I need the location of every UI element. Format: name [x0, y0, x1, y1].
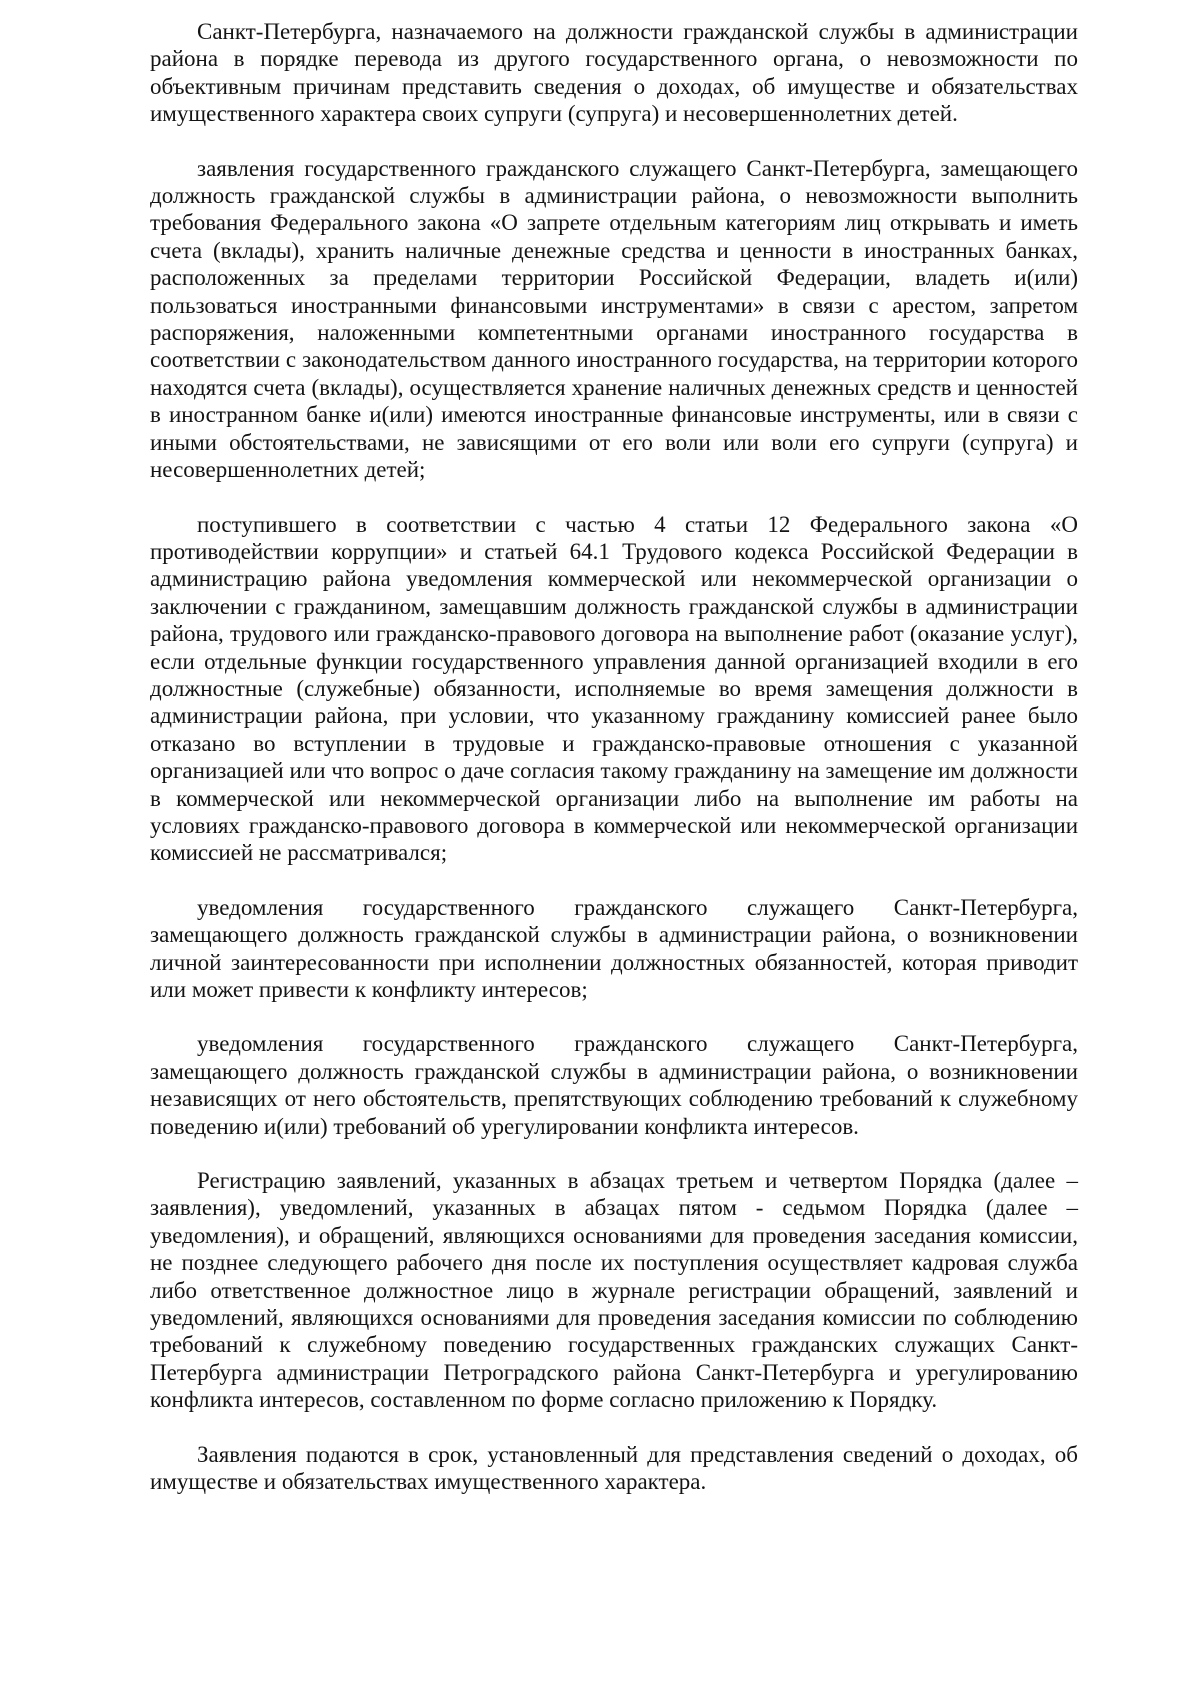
document-body — [150, 18, 1078, 1523]
paragraph-registration: Регистрацию заявлений, указанных в абзацах третьем и четвертом Порядка (далее – заявления), уведомлений, указанных в абзацах пятом - седьмом Порядка (далее – уведомления), и обращений, являющихся основаниями для проведения заседания комиссии, не позднее следующего рабочего дня после их поступления осуществляет кадровая служба либо ответственное должностное лицо в журнале регистрации обращений, заявлений и уведомлений, являющихся основаниями для проведения заседания комиссии по соблюдению требований к служебному поведению государственных гражданских служащих Санкт-Петербурга администрации Петроградского района Санкт-Петербурга и урегулированию конфликта интересов, составленном по форме согласно приложению к Порядку. — [150, 1168, 1078, 1413]
paragraph-submission-deadline: Заявления подаются в срок, установленный для представления сведений о доходах, об имуществе и обязательствах имущественного характера. — [150, 1441, 1078, 1495]
paragraph-organization-notice: поступившего в соответствии с частью 4 статьи 12 Федерального закона «О противодействии коррупции» и статьей 64.1 Трудового кодекса Российской Федерации в администрацию района уведомления коммерческой или некоммерческой организации о заключении с гражданином, замещавшим должность гражданской службы в администрации района, трудового или гражданско-правового договора на выполнение работ (оказание услуг), если отдельные функции государственного управления данной организацией входили в его должностные (служебные) обязанности, исполняемые во время замещения должности в администрации района, при условии, что указанному гражданину комиссией ранее было отказано во вступлении в трудовые и гражданско-правовые отношения с указанной организацией или что вопрос о даче согласия такому гражданину на замещение им должности в коммерческой или некоммерческой организации либо на выполнение им работы на условиях гражданско-правового договора в коммерческой или некоммерческой организации комиссией не рассматривался; — [150, 511, 1078, 866]
paragraph-continuation: Санкт-Петербурга, назначаемого на должности гражданской службы в администрации района в порядке перевода из другого государственного органа, о невозможности по объективным причинам представить сведения о доходах, об имуществе и обязательствах имущественного характера своих супруги (супруга) и несовершеннолетних детей. — [150, 19, 1078, 127]
paragraph-foreign-accounts-statement: заявления государственного гражданского служащего Санкт-Петербурга, замещающего должность гражданской службы в администрации района, о невозможности выполнить требования Федерального закона «О запрете отдельным категориям лиц открывать и иметь счета (вклады), хранить наличные денежные средства и ценности в иностранных банках, расположенных за пределами территории Российской Федерации, владеть и(или) пользоваться иностранными финансовыми инструментами» в связи с арестом, запретом распоряжения, наложенными компетентными органами иностранного государства в соответствии с законодательством данного иностранного государства, на территории которого находятся счета (вклады), осуществляется хранение наличных денежных средств и ценностей в иностранном банке и(или) имеются иностранные финансовые инструменты, или в связи с иными обстоятельствами, не зависящими от его воли или воли его супруги (супруга) и несовершеннолетних детей; — [150, 155, 1078, 483]
paragraph-independent-circumstances-notice: уведомления государственного гражданского служащего Санкт-Петербурга, замещающего должность гражданской службы в администрации района, о возникновении независящих от него обстоятельств, препятствующих соблюдению требований к служебному поведению и(или) требований об урегулировании конфликта интересов. — [150, 1031, 1078, 1139]
paragraph-conflict-of-interest-notice: уведомления государственного гражданского служащего Санкт-Петербурга, замещающего должность гражданской службы в администрации района, о возникновении личной заинтересованности при исполнении должностных обязанностей, которая приводит или может привести к конфликту интересов; — [150, 894, 1078, 1002]
